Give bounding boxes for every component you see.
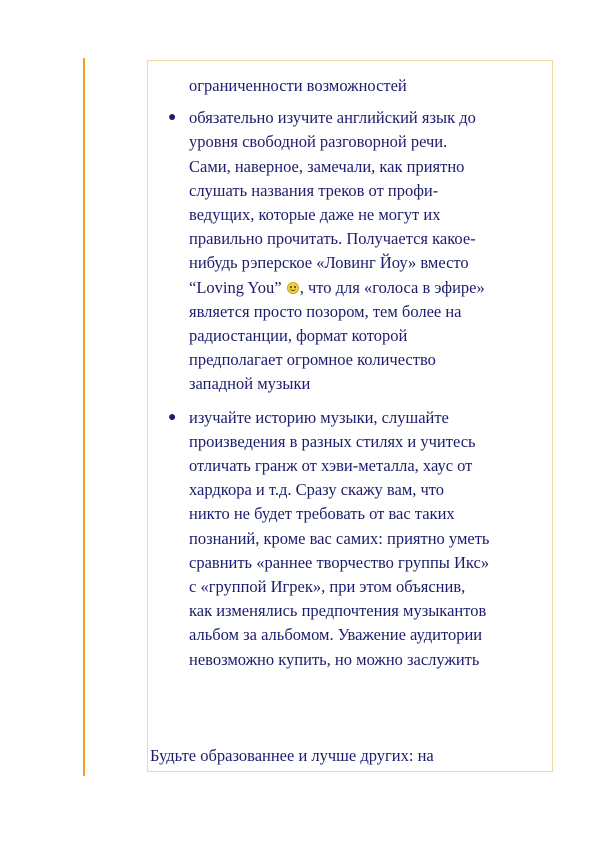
text-line: ограниченности возможностей [189,76,407,95]
list-item [162,106,557,396]
text-line: отличать гранж от хэви-металла, хаус от [189,456,473,476]
bullet-dot-icon: ● [168,409,177,425]
text-line: нибудь рэперское «Ловинг Йоу» вместо [189,253,469,273]
text-line: никто не будет требовать от вас таких [189,504,455,524]
text-line: сравнить «раннее творчество группы Икс» [189,552,490,572]
text-fragment: , что для «голоса в эфире» [299,277,485,297]
text-line: невозможно купить, но можно заслужить [189,649,480,669]
text-line: ведущих, которые даже не могут их [189,205,441,225]
text-line: западной музыки [189,374,311,394]
footer-paragraph: Будьте образованнее и лучше других: на [150,746,434,765]
continuation-paragraph [162,74,557,98]
text-line: как изменялись предпочтения музыкантов [189,601,487,621]
text-line: изучайте историю музыки, слушайте [189,407,449,427]
page-content [162,74,557,681]
list-item [162,406,557,672]
text-line: произведения в разных стилях и учитесь [189,431,476,451]
smiley-face-icon [287,282,299,294]
text-line: уровня свободной разговорной речи. [189,132,448,152]
bullet-dot-icon: ● [168,110,177,126]
left-margin-rule [83,58,85,776]
text-line: слушать названия треков от профи- [189,180,439,200]
text-line: обязательно изучите английский язык до [189,108,476,128]
text-fragment: “Loving You” [189,277,286,297]
text-line: является просто позором, тем более на [189,301,462,321]
text-line: радиостанции, формат которой [189,326,408,346]
text-line: альбом за альбомом. Уважение аудитории [189,625,483,645]
text-line: с «группой Игрек», при этом объяснив, [189,577,466,597]
text-line: познаний, кроме вас самих: приятно уметь [189,528,490,548]
text-line-with-emoticon [189,276,557,300]
text-line: Сами, наверное, замечали, как приятно [189,156,465,176]
text-line: правильно прочитать. Получается какое- [189,229,476,249]
text-line: предполагает огромное количество [189,350,436,370]
text-line: хардкора и т.д. Сразу скажу вам, что [189,480,445,500]
